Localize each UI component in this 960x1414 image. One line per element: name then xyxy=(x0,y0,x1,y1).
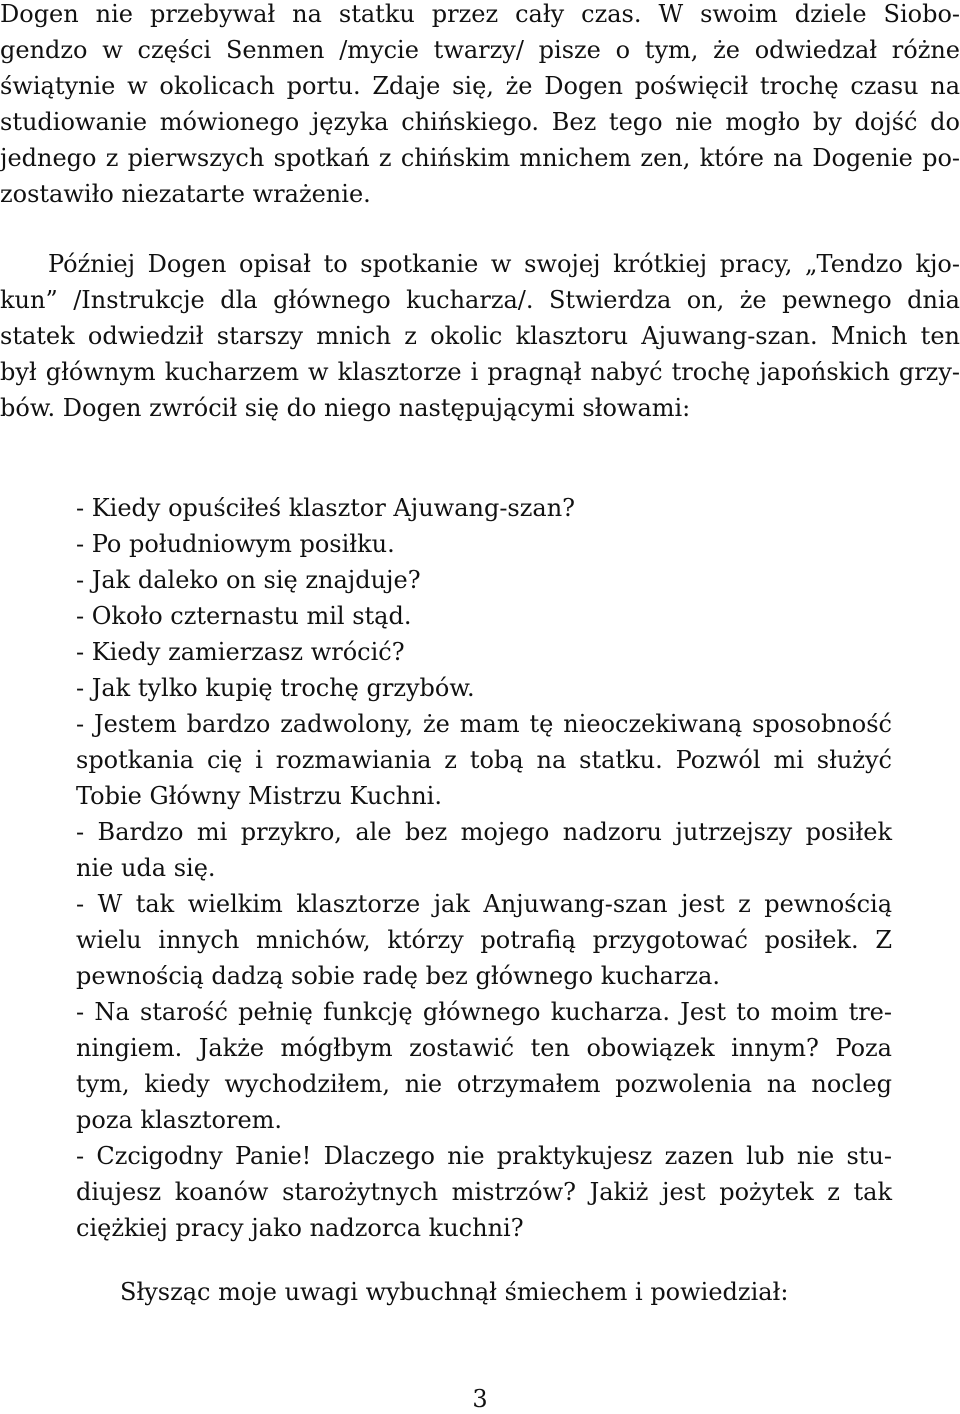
text-line: Później Dogen opisał to spotkanie w swojej krótkiej pracy, „Tendzo kjo- xyxy=(48,250,960,278)
dialogue-line: nie uda się. xyxy=(76,854,216,882)
dialogue-line: ningiem. Jakże mógłbym zostawić ten obowiązek innym? Poza xyxy=(76,1034,892,1062)
dialogue-line: pewnością dadzą sobie radę bez głównego kucharza. xyxy=(76,962,720,990)
dialogue-line: - Na starość pełnię funkcję głównego kucharza. Jest to moim tre- xyxy=(76,998,892,1026)
dialogue-line: - Około czternastu mil stąd. xyxy=(76,602,412,630)
dialogue-line: - Kiedy zamierzasz wrócić? xyxy=(76,638,405,666)
closing-line: Słysząc moje uwagi wybuchnął śmiechem i powiedział: xyxy=(120,1278,789,1306)
dialogue-line: ciężkiej pracy jako nadzorca kuchni? xyxy=(76,1214,524,1242)
text-line: świątynie w okolicach portu. Zdaje się, że Dogen poświęcił trochę czasu na xyxy=(0,72,960,100)
dialogue-line: wielu innych mnichów, którzy potrafią przygotować posiłek. Z xyxy=(76,926,892,954)
dialogue-line: - Jak daleko on się znajduje? xyxy=(76,566,421,594)
dialogue-line: diujesz koanów starożytnych mistrzów? Jakiż jest pożytek z tak xyxy=(76,1178,892,1206)
text-line: bów. Dogen zwrócił się do niego następującymi słowami: xyxy=(0,394,691,422)
dialogue-line: tym, kiedy wychodziłem, nie otrzymałem pozwolenia na nocleg xyxy=(76,1070,892,1098)
dialogue-line: poza klasztorem. xyxy=(76,1106,283,1134)
dialogue-line: - W tak wielkim klasztorze jak Anjuwang-szan jest z pewnością xyxy=(76,890,892,918)
dialogue-line: - Po południowym posiłku. xyxy=(76,530,395,558)
text-line: był głównym kucharzem w klasztorze i pragnął nabyć trochę japońskich grzy- xyxy=(0,358,960,386)
dialogue-line: - Bardzo mi przykro, ale bez mojego nadzoru jutrzejszy posiłek xyxy=(76,818,892,846)
text-line: studiowanie mówionego języka chińskiego. Bez tego nie mogło by dojść do xyxy=(0,108,960,136)
dialogue-line: Tobie Główny Mistrzu Kuchni. xyxy=(76,782,442,810)
dialogue-line: - Czcigodny Panie! Dlaczego nie praktykujesz zazen lub nie stu- xyxy=(76,1142,892,1170)
text-line: jednego z pierwszych spotkań z chińskim mnichem zen, które na Dogenie po- xyxy=(0,144,960,172)
page-number: 3 xyxy=(472,1385,488,1413)
text-line: zostawiło niezatarte wrażenie. xyxy=(0,180,371,208)
dialogue-line: - Jak tylko kupię trochę grzybów. xyxy=(76,674,475,702)
dialogue-line: - Jestem bardzo zadwolony, że mam tę nieoczekiwaną sposobność xyxy=(76,710,892,738)
text-line: statek odwiedził starszy mnich z okolic klasztoru Ajuwang-szan. Mnich ten xyxy=(0,322,960,350)
dialogue-line: spotkania cię i rozmawiania z tobą na statku. Pozwól mi służyć xyxy=(76,746,892,774)
text-line: gendzo w części Senmen /mycie twarzy/ pisze o tym, że odwiedzał różne xyxy=(0,36,960,64)
dialogue-line: - Kiedy opuściłeś klasztor Ajuwang-szan? xyxy=(76,494,576,522)
text-line: kun” /Instrukcje dla głównego kucharza/. Stwierdza on, że pewnego dnia xyxy=(0,286,960,314)
text-line: Dogen nie przebywał na statku przez cały czas. W swoim dziele Siobo- xyxy=(0,0,960,28)
